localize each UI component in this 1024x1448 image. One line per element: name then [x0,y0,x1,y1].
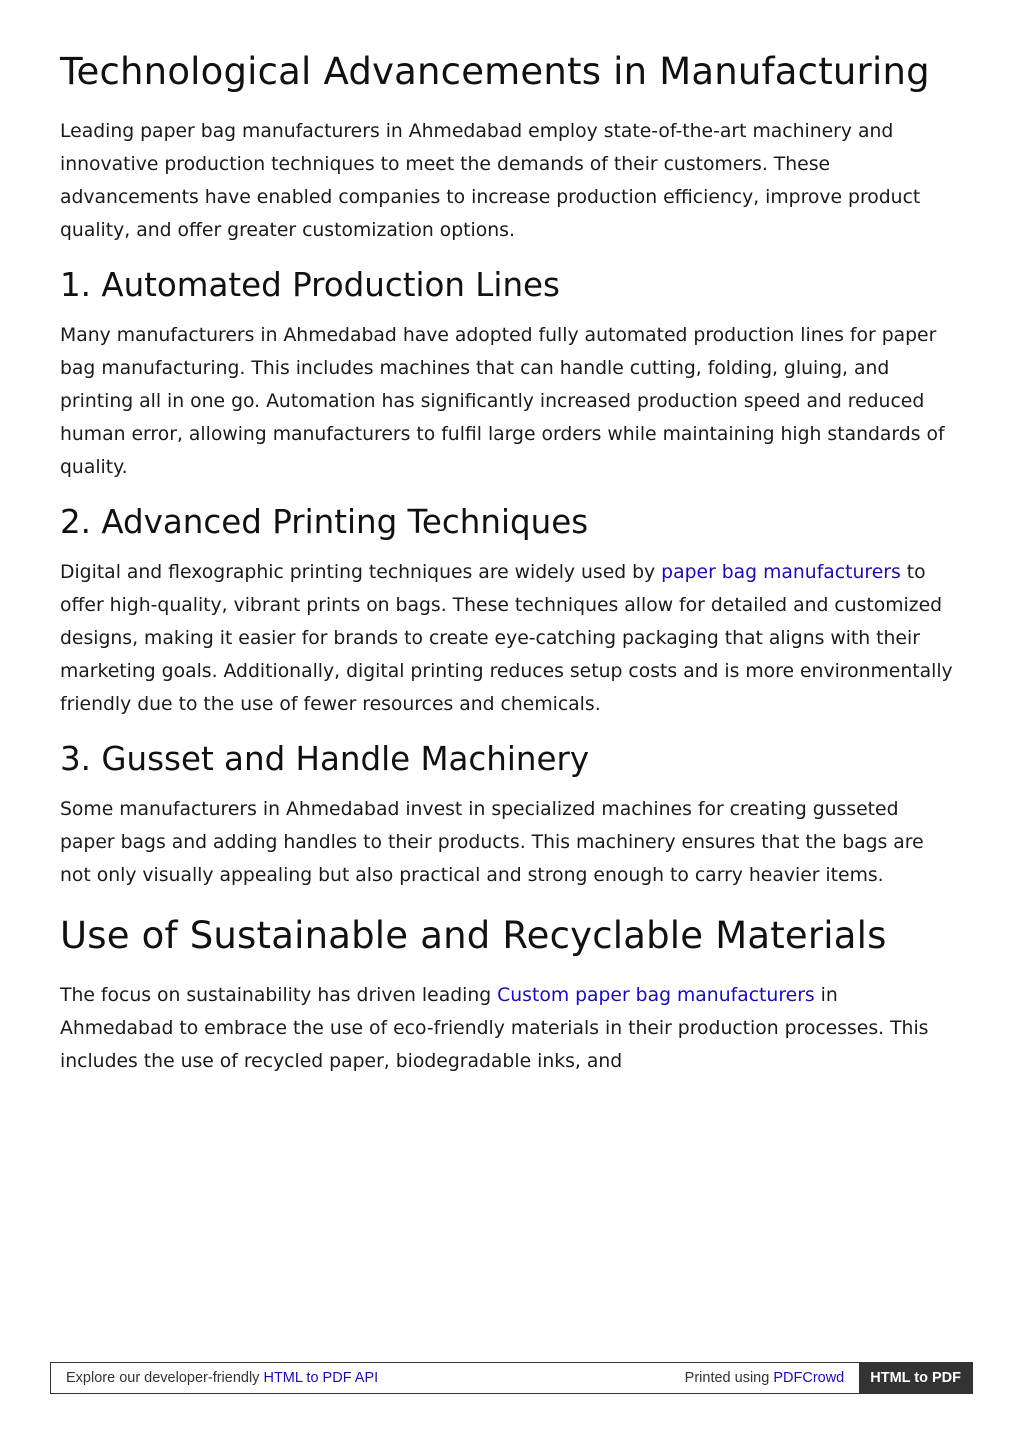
section-paragraph: Leading paper bag manufacturers in Ahmedabad employ state-of-the-art machinery and innovative production techniques to meet the demands of their customers. These advancements have enabled companies to increase production efficiency, improve product quality, and offer greater customization options. [60,121,921,241]
pdfcrowd-footer [50,1362,973,1394]
paper-bag-manufacturers-link[interactable]: paper bag manufacturers [661,562,901,583]
pdfcrowd-link[interactable]: PDFCrowd [773,1370,845,1386]
footer-explore-text: Explore our developer-friendly [66,1370,264,1386]
subsection-paragraph: Many manufacturers in Ahmedabad have adopted fully automated production lines for paper bag manufacturing. This includes machines that can handle cutting, folding, gluing, and printing all in one go. Automation has significantly increased production speed and reduced human error, allowing manufacturers to fulfil large orders while maintaining high standards of quality. [60,325,945,478]
subsection-heading: 3. Gusset and Handle Machinery [60,740,590,778]
footer-printed [685,1370,860,1386]
section-heading: Use of Sustainable and Recyclable Materials [60,914,887,957]
footer-printed-text: Printed using [684,1370,774,1386]
section-paragraph [60,979,955,1078]
html-to-pdf-api-link[interactable]: HTML to PDF API [263,1370,379,1386]
paragraph-text: Digital and flexographic printing techniques are widely used by [60,562,662,583]
document-body [60,46,955,1094]
subsection-heading: 2. Advanced Printing Techniques [60,503,589,541]
section-heading: Technological Advancements in Manufacturing [60,50,930,93]
custom-paper-bag-manufacturers-link[interactable]: Custom paper bag manufacturers [497,985,815,1006]
paragraph-text: in Ahmedabad to embrace the use of eco-friendly materials in their production processes. This includes the use of recycled paper, biodegradable inks, and [60,985,929,1072]
subsection-paragraph [60,556,955,721]
subsection-heading: 1. Automated Production Lines [60,266,560,304]
paragraph-text: The focus on sustainability has driven leading [60,985,498,1006]
html-to-pdf-badge[interactable]: HTML to PDF [859,1363,972,1393]
paragraph-text: to offer high-quality, vibrant prints on bags. These techniques allow for detailed and customized designs, making it easier for brands to create eye-catching packaging that aligns with their marketing goals. Additionally, digital printing reduces setup costs and is more environmentally friendly due to the use of fewer resources and chemicals. [60,562,953,715]
subsection-paragraph: Some manufacturers in Ahmedabad invest in specialized machines for creating gusseted paper bags and adding handles to their products. This machinery ensures that the bags are not only visually appealing but also practical and strong enough to carry heavier items. [60,799,924,886]
footer-explore [51,1370,685,1386]
